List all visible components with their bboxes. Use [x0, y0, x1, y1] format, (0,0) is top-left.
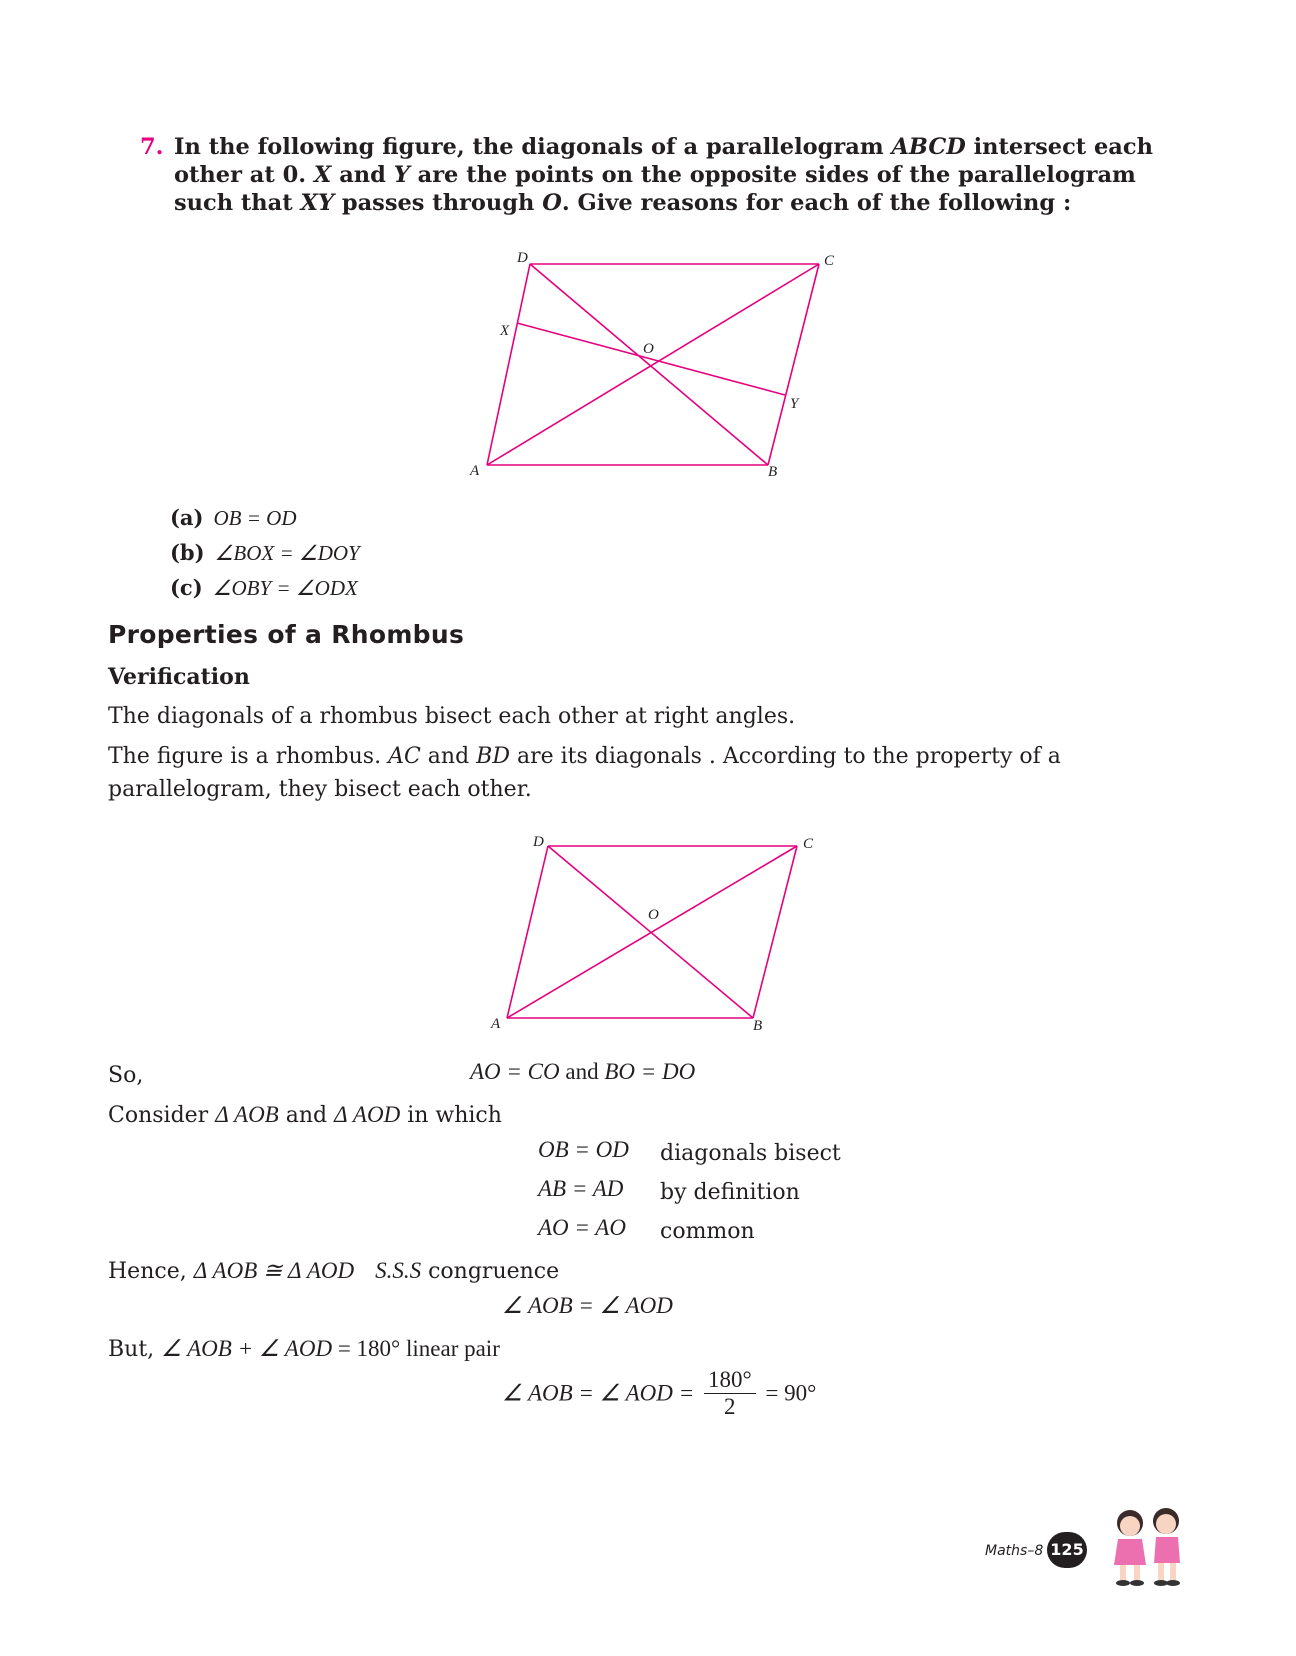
proof-final-equation: ∠ AOB = ∠ AOD = $\frac{180^\circ}{2}$ = 90° [502, 1367, 817, 1419]
side-da [507, 846, 548, 1018]
subpart-a: (a) OB = OD [170, 505, 297, 530]
section-heading: Properties of a Rhombus [108, 620, 465, 649]
label-a: A [491, 1016, 501, 1030]
fraction-180-over-2: $\frac{180^\circ}{2}$ [704, 1367, 756, 1420]
label-d: D [517, 250, 528, 266]
proof-so-equation: AO = CO and BO = DO [470, 1059, 696, 1084]
subpart-b: (b) ∠BOX = ∠DOY [170, 540, 360, 565]
label-c: C [824, 253, 835, 269]
question-text: In the following figure, the diagonals of a parallelogram ABCD intersect each other at 0. X and Y are the points on the opposite sides of the parallelogram such that XY passes through O. Give reasons for each of the following : [174, 134, 1153, 216]
label-d: D [533, 834, 544, 850]
proof-row-2-reason: by definition [660, 1180, 800, 1205]
proof-so: So, [108, 1063, 144, 1088]
question-7 [140, 133, 1200, 217]
label-a: A [470, 463, 480, 479]
label-b: B [753, 1018, 763, 1030]
diagonal-ac [487, 264, 819, 465]
paragraph-1: The diagonals of a rhombus bisect each other at right angles. [108, 704, 796, 729]
proof-but: But, ∠ AOB + ∠ AOD = 180° linear pair [108, 1336, 500, 1362]
subpart-c: (c) ∠OBY = ∠ODX [170, 575, 358, 600]
section-subheading: Verification [108, 664, 250, 690]
side-bc [768, 264, 819, 465]
proof-angle-equality: ∠ AOB = ∠ AOD [502, 1293, 673, 1318]
proof-row-1-reason: diagonals bisect [660, 1141, 841, 1166]
label-b: B [768, 464, 778, 480]
label-c: C [803, 836, 814, 852]
kids-illustration-icon [1100, 1505, 1200, 1590]
proof-consider: Consider Δ AOB and Δ AOD in which [108, 1102, 502, 1128]
rhombus-figure [480, 830, 820, 1030]
proof-row-2-eq: AB = AD [538, 1176, 624, 1201]
footer-label: Maths–8 [985, 1543, 1044, 1559]
question-number: 7. [140, 134, 164, 160]
proof-row-1-eq: OB = OD [538, 1137, 629, 1162]
label-o: O [648, 907, 659, 923]
diagonal-bd [548, 846, 753, 1018]
label-o: O [643, 341, 654, 357]
proof-row-3-reason: common [660, 1219, 755, 1244]
label-y: Y [790, 396, 799, 412]
proof-row-3-eq: AO = AO [538, 1215, 626, 1240]
side-bc [753, 846, 797, 1018]
segment-xy [517, 323, 785, 395]
label-x: X [500, 323, 510, 339]
side-da [487, 264, 530, 465]
paragraph-2: The figure is a rhombus. AC and BD are its diagonals . According to the property of a parallelogram, they bisect each other. [108, 744, 1061, 802]
parallelogram-figure [460, 250, 840, 480]
page-number: 125 [1047, 1532, 1087, 1568]
proof-hence: Hence, Δ AOB ≅ Δ AOD S.S.S congruence [108, 1258, 560, 1284]
diagonal-bd [530, 264, 768, 465]
diagonal-ac [507, 846, 797, 1018]
